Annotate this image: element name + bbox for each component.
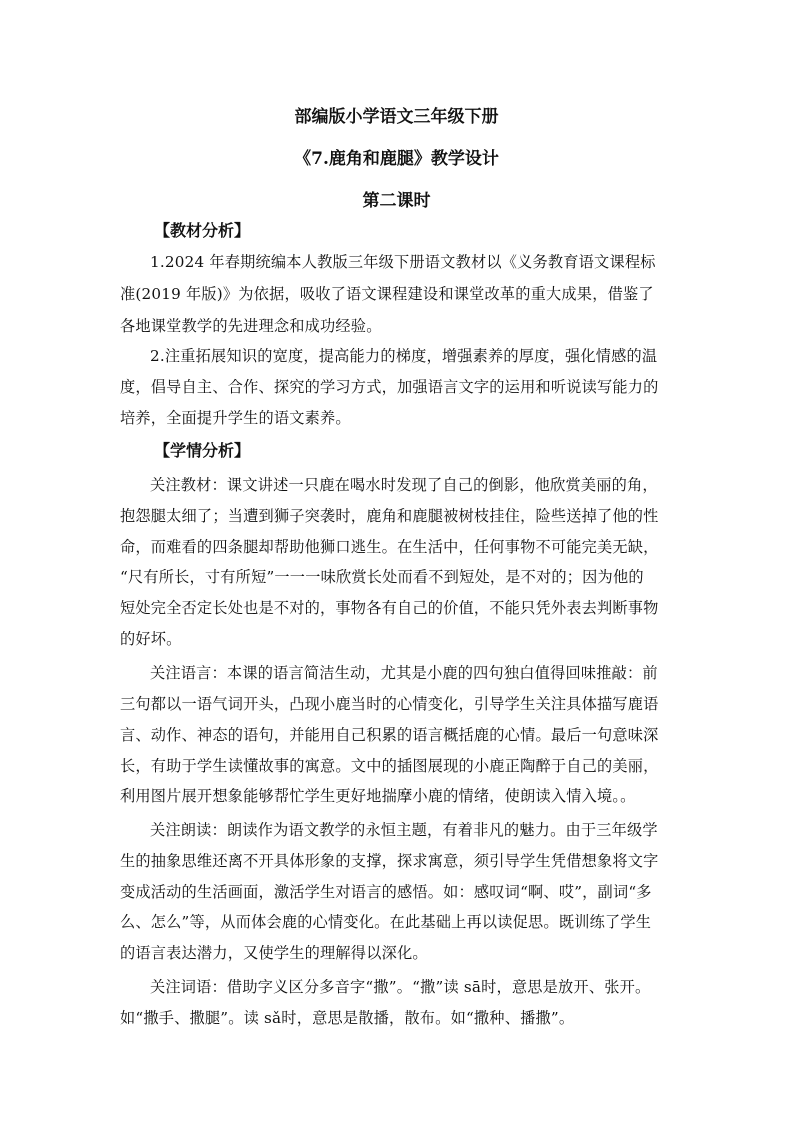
- paragraph-line: 关注语言：本课的语言简洁生动，尤其是小鹿的四句独白值得回味推敲：前: [150, 664, 658, 682]
- paragraph-line: 准(2019 年版)》为依据，吸收了语文课程建设和课堂改革的重大成果，借鉴了: [120, 285, 654, 303]
- section-heading-textbook-analysis: 【教材分析】: [154, 221, 251, 240]
- paragraph-line: 的语言表达潜力，又使学生的理解得以深化。: [120, 944, 428, 962]
- paragraph-line: “尺有所长，寸有所短”一一一味欣赏长处而看不到短处，是不对的；因为他的: [120, 568, 644, 586]
- paragraph-line: 三句都以一语气词开头，凸现小鹿当时的心情变化，引导学生关注具体描写鹿语: [120, 695, 659, 713]
- paragraph-line: 培养，全面提升学生的语文素养。: [120, 409, 351, 427]
- paragraph-line: 变成活动的生活画面，激活学生对语言的感悟。如：感叹词“啊、哎”，副词“多: [120, 883, 652, 901]
- paragraph-line: 利用图片展开想象能够帮忙学生更好地揣摩小鹿的情绪，使朗读入情入境。。: [120, 787, 636, 805]
- document-subtitle: 《7.鹿角和鹿腿》教学设计: [294, 149, 499, 169]
- paragraph-line: 言、动作、神态的语句，并能用自己积累的语言概括鹿的心情。最后一句意味深: [120, 726, 659, 744]
- paragraph-line: 各地课堂教学的先进理念和成功经验。: [120, 317, 382, 335]
- paragraph-line: 关注朗读：朗读作为语文教学的永恒主题，有着非凡的魅力。由于三年级学: [150, 821, 658, 839]
- document-title: 部编版小学语文三年级下册: [294, 107, 499, 127]
- paragraph-line: 短处完全否定长处也是不对的，事物各有自己的价值，不能只凭外表去判断事物: [120, 599, 659, 617]
- paragraph-line: 命，而难看的四条腿却帮助他狮口逃生。在生活中，任何事物不可能完美无缺，: [120, 538, 659, 556]
- paragraph-line: 么、怎么”等，从而体会鹿的心情变化。在此基础上再以读促思。既训练了学生: [120, 913, 652, 931]
- paragraph-line: 长，有助于学生读懂故事的寓意。文中的插图展现的小鹿正陶醉于自己的美丽，: [120, 757, 659, 775]
- paragraph-line: 2.注重拓展知识的宽度，提高能力的梯度，增强素养的厚度，强化情感的温: [150, 347, 658, 365]
- paragraph-line: 关注词语：借助字义区分多音字“撒”。“撒”读 sā时，意思是放开、张开。: [150, 978, 651, 996]
- paragraph-line: 度，倡导自主、合作、探究的学习方式，加强语言文字的运用和听说读写能力的: [120, 378, 659, 396]
- paragraph-line: 抱怨腿太细了；当遭到狮子突袭时，鹿角和鹿腿被树枝挂住，险些送掉了他的性: [120, 507, 659, 525]
- paragraph-line: 如“撒手、撒腿”。读 sǎ时，意思是散播，散布。如“撒种、播撒”。: [120, 1009, 575, 1027]
- paragraph-line: 1.2024 年春期统编本人教版三年级下册语文教材以《义务教育语文课程标: [150, 253, 656, 271]
- paragraph-line: 生的抽象思维还离不开具体形象的支撑，探求寓意，须引导学生凭借想象将文字: [120, 852, 659, 870]
- paragraph-line: 的好坏。: [120, 630, 182, 648]
- paragraph-line: 关注教材：课文讲述一只鹿在喝水时发现了自己的倒影，他欣赏美丽的角，: [150, 476, 658, 494]
- section-heading-student-analysis: 【学情分析】: [154, 441, 251, 460]
- lesson-label: 第二课时: [362, 191, 431, 211]
